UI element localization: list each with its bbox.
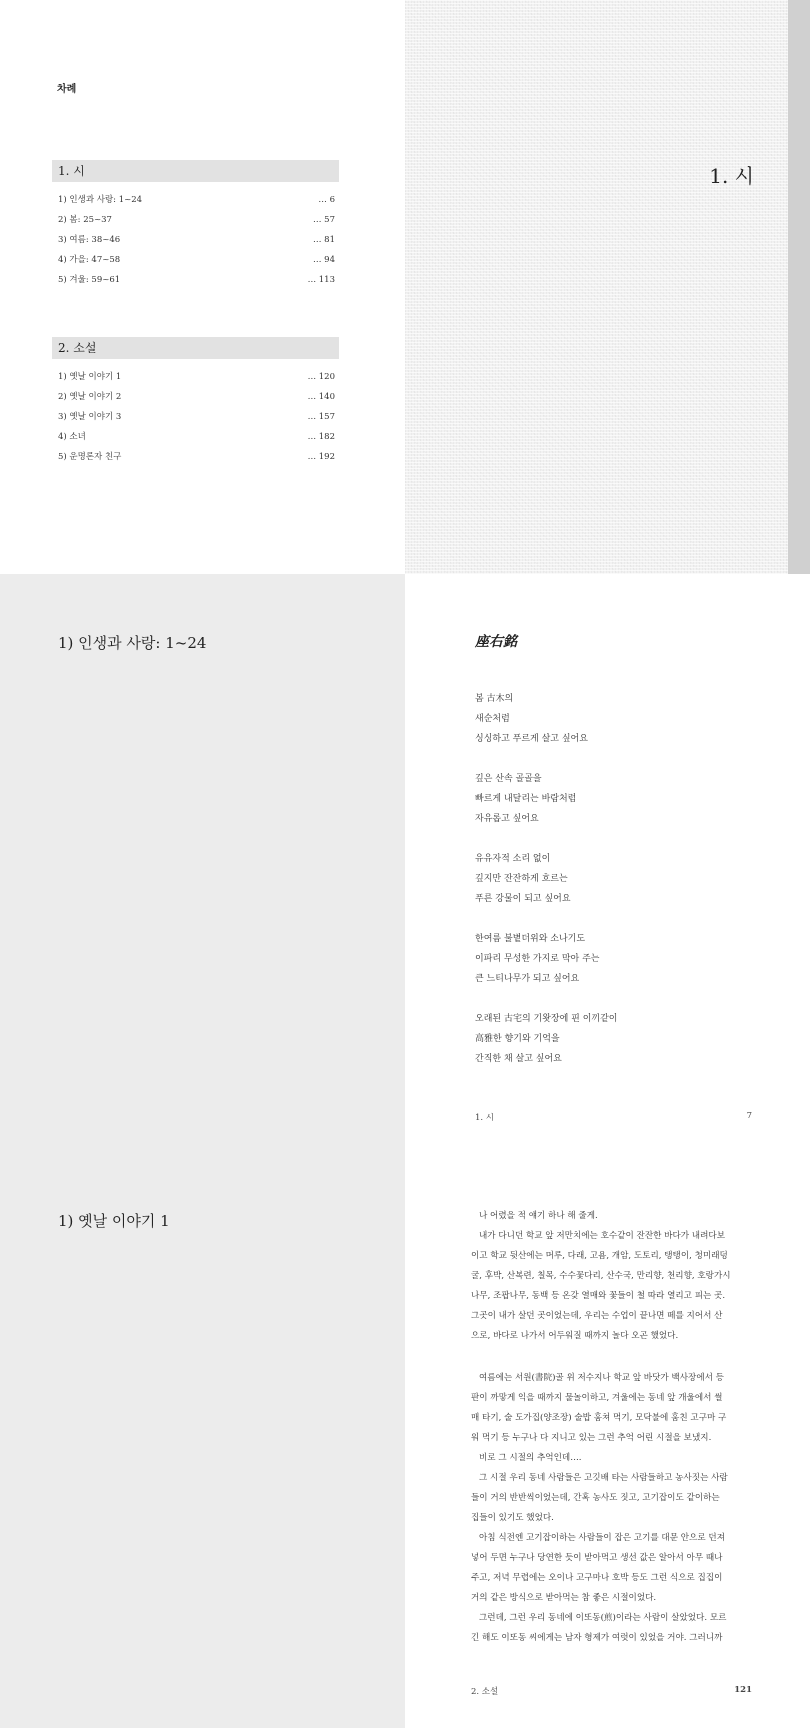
- poem-line: 봄 古木의: [475, 694, 514, 704]
- prose-line: 나 어렸을 적 얘기 하나 해 줄게.: [479, 1211, 598, 1221]
- prose-line: 워 먹기 등 누구나 다 지니고 있는 그런 추억 어린 시절을 보냈지.: [471, 1433, 712, 1443]
- prose-line: 그곳이 내가 살던 곳이었는데, 우리는 수업이 끝나면 떼를 지어서 산: [471, 1311, 723, 1321]
- toc-entry[interactable]: [58, 210, 339, 230]
- poem-line: 새순처럼: [475, 714, 510, 724]
- toc-entry-label: 2) 봄: 25~37: [58, 215, 112, 225]
- prose-line: 긴 해도 이또동 씨에게는 남자 형제가 여럿이 있었을 거야. 그러니까: [471, 1633, 723, 1643]
- toc-entry-page: … 140: [307, 392, 335, 402]
- toc-entry-page: … 182: [307, 432, 335, 442]
- toc-entry-page: … 94: [312, 255, 335, 265]
- toc-heading: 차례: [57, 84, 77, 95]
- page-number: 7: [746, 1111, 752, 1121]
- toc-entry[interactable]: [58, 407, 339, 427]
- prose-line: 집들이 있기도 했었다.: [471, 1513, 554, 1523]
- page-footer-section: 2. 소설: [471, 1687, 499, 1697]
- poem-stanza: [475, 689, 775, 749]
- poem-line: 빠르게 내달리는 바람처럼: [475, 794, 577, 804]
- poem-line: 한여름 불볕더위와 소나기도: [475, 934, 586, 944]
- toc-entry-label: 2) 옛날 이야기 2: [58, 392, 122, 402]
- toc-entry-page: … 120: [307, 372, 335, 382]
- prose-page: [405, 1144, 810, 1728]
- toc-entry-label: 3) 여름: 38~46: [58, 235, 121, 245]
- prose-line: 굴, 후박, 산복련, 칠목, 수수꽃다리, 산수국, 만리향, 천리향, 호랑가시: [471, 1271, 731, 1281]
- chapter-title: 1) 옛날 이야기 1: [58, 1212, 170, 1230]
- toc-entry[interactable]: [58, 250, 339, 270]
- toc-entry-label: 5) 겨울: 59~61: [58, 275, 121, 285]
- toc-entry-page: … 6: [318, 195, 335, 205]
- prose-line: 여름에는 서원(書院)골 위 저수지나 학교 앞 바닷가 백사장에서 등: [479, 1373, 724, 1383]
- poem-stanza: [475, 849, 775, 909]
- toc-entry-label: 1) 옛날 이야기 1: [58, 372, 122, 382]
- prose-line: 판이 까맣게 익을 때까지 물놀이하고, 겨울에는 동네 앞 개울에서 썰: [471, 1393, 723, 1403]
- toc-list: [52, 367, 339, 467]
- toc-entry-label: 1) 인생과 사랑: 1~24: [58, 195, 143, 205]
- poem-stanza: [475, 769, 775, 829]
- page-number: 121: [734, 1685, 752, 1695]
- prose-line: 매 타기, 술 도가집(양조장) 술밥 훔쳐 먹기, 모닥불에 훔친 고구마 구: [471, 1413, 727, 1423]
- toc-entry-label: 5) 운명론자 친구: [58, 452, 122, 462]
- chapter-title: 1) 인생과 사랑: 1~24: [58, 634, 207, 652]
- prose-line: 이고 학교 뒷산에는 머루, 다래, 고욤, 개암, 도토리, 탱탱이, 청미래덩: [471, 1251, 728, 1261]
- toc-entry-label: 3) 옛날 이야기 3: [58, 412, 122, 422]
- poem-line: 간직한 채 살고 싶어요: [475, 1054, 562, 1064]
- toc-entry[interactable]: [58, 427, 339, 447]
- poem-line: 푸른 강물이 되고 싶어요: [475, 894, 571, 904]
- chapter-page: [0, 1144, 405, 1728]
- prose-line: 아침 식전엔 고기잡이하는 사람들이 잡은 고기를 대문 안으로 던져: [479, 1533, 725, 1543]
- toc-entry[interactable]: [58, 230, 339, 250]
- toc-entry[interactable]: [58, 387, 339, 407]
- prose-line: 그런데, 그런 우리 동네에 이또동(煎)이라는 사람이 살았었다. 모르: [479, 1613, 727, 1623]
- prose-body: [471, 1206, 753, 1648]
- page-footer-section: 1. 시: [475, 1113, 495, 1123]
- poem-line: 유유자적 소리 없이: [475, 854, 551, 864]
- toc-entry-page: … 113: [307, 275, 335, 285]
- prose-line: 내가 다니던 학교 앞 저만치에는 호수같이 잔잔한 바다가 내려다보: [479, 1231, 725, 1241]
- poem-line: 깊은 산속 골골을: [475, 774, 542, 784]
- poem-title: 座右銘: [475, 634, 517, 650]
- toc-page: [0, 0, 405, 574]
- prose-line: 그 시절 우리 동네 사람들은 고깃배 타는 사람들하고 농사짓는 사람: [479, 1473, 728, 1483]
- toc-entry[interactable]: [58, 270, 339, 290]
- poem-line: 이파리 무성한 가지로 막아 주는: [475, 954, 600, 964]
- toc-entry[interactable]: [58, 367, 339, 387]
- poem-stanza: [475, 929, 775, 989]
- poem-line: 자유롭고 싶어요: [475, 814, 539, 824]
- prose-line: 으로, 바다로 나가서 어두워질 때까지 놀다 오곤 했었다.: [471, 1331, 679, 1341]
- prose-line: 넣어 두면 누구나 당연한 듯이 받아먹고 생선 값은 알아서 아무 때나: [471, 1553, 723, 1563]
- prose-line: 거의 같은 방식으로 받아먹는 참 좋은 시절이었다.: [471, 1593, 657, 1603]
- poem-line: 싱싱하고 푸르게 살고 싶어요: [475, 734, 588, 744]
- prose-line: 들이 거의 반반씩이었는데, 간혹 농사도 짓고, 고기잡이도 같이하는: [471, 1493, 720, 1503]
- divider-title: 1. 시: [709, 164, 754, 188]
- toc-section-title: 2. 소설: [52, 337, 339, 359]
- toc-entry-page: … 157: [307, 412, 335, 422]
- toc-entry-page: … 192: [307, 452, 335, 462]
- toc-section-novels: [52, 337, 339, 467]
- prose-line: 나무, 조팝나무, 동백 등 온갖 열매와 꽃들이 철 따라 열리고 피는 곳.: [471, 1291, 726, 1301]
- prose-line: 주고, 저녁 무렵에는 오이나 고구마나 호박 등도 그런 식으로 집집이: [471, 1573, 723, 1583]
- poem-line: 高雅한 향기와 기억을: [475, 1034, 560, 1044]
- prose-paragraph: [471, 1206, 753, 1346]
- prose-line: 비로 그 시절의 추억인데….: [479, 1453, 582, 1463]
- poem-line: 오래된 古宅의 기왓장에 핀 이끼같이: [475, 1014, 618, 1024]
- toc-section-poems: [52, 160, 339, 290]
- poem-line: 깊지만 잔잔하게 흐르는: [475, 874, 568, 884]
- toc-section-title: 1. 시: [52, 160, 339, 182]
- toc-entry[interactable]: [58, 447, 339, 467]
- poem-stanza: [475, 1009, 775, 1069]
- prose-paragraph: [471, 1368, 753, 1648]
- chapter-page: [0, 574, 405, 1144]
- toc-list: [52, 190, 339, 290]
- toc-entry-page: … 57: [312, 215, 335, 225]
- toc-entry[interactable]: [58, 190, 339, 210]
- divider-edge-strip: [788, 0, 810, 574]
- section-divider-page: [405, 0, 810, 574]
- toc-entry-page: … 81: [312, 235, 335, 245]
- toc-entry-label: 4) 소녀: [58, 432, 86, 442]
- poem-page: [405, 574, 810, 1144]
- toc-entry-label: 4) 가을: 47~58: [58, 255, 121, 265]
- poem-line: 큰 느티나무가 되고 싶어요: [475, 974, 580, 984]
- poem-body: [475, 689, 775, 1089]
